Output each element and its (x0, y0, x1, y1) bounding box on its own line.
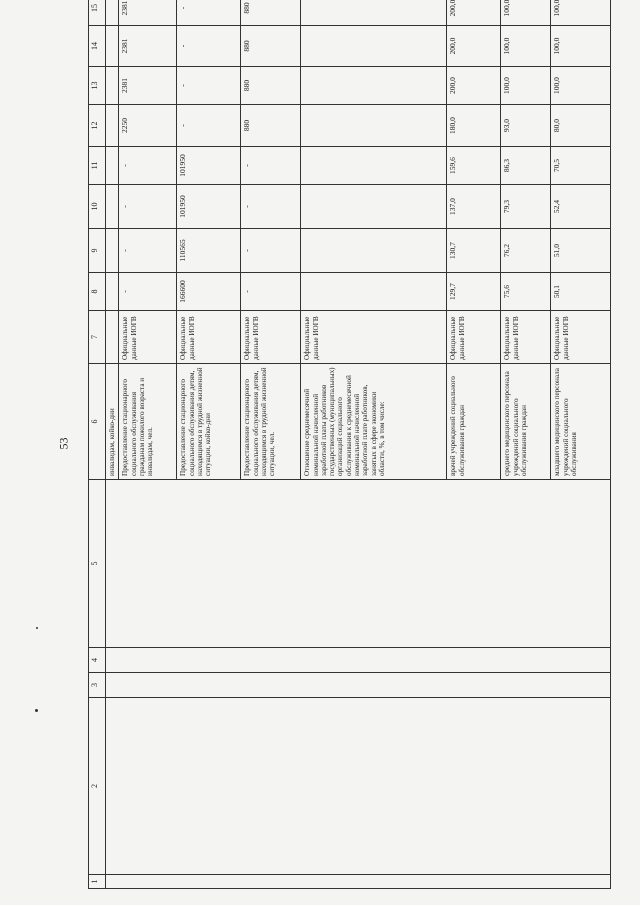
source-cell: Официальные данные ИОГВ (119, 311, 177, 364)
value-cell (106, 185, 119, 229)
table-row (106, 0, 119, 889)
value-cell: 70,5 (551, 147, 611, 185)
value-cell: 100,0 (551, 26, 611, 67)
value-cell: 110565 (177, 229, 241, 273)
value-cell (301, 147, 447, 185)
col-header: 9 (89, 229, 106, 273)
rotated-table-frame (88, 0, 608, 889)
value-cell: 79,3 (501, 185, 551, 229)
value-cell: - (119, 229, 177, 273)
value-cell: 100,0 (551, 0, 611, 26)
indicators-table (88, 0, 611, 889)
value-cell: 880 (241, 105, 301, 147)
value-cell: - (177, 67, 241, 105)
empty-cell (106, 648, 611, 673)
col-header: 10 (89, 185, 106, 229)
value-cell (106, 147, 119, 185)
source-cell: Официальные данные ИОГВ (301, 311, 447, 364)
value-cell: - (241, 147, 301, 185)
header-row (89, 0, 106, 889)
source-cell: Официальные данные ИОГВ (551, 311, 611, 364)
value-cell (301, 273, 447, 311)
col-header: 2 (89, 698, 106, 875)
value-cell (301, 0, 447, 26)
value-cell: 200,0 (447, 26, 501, 67)
value-cell (301, 105, 447, 147)
col-header: 1 (89, 875, 106, 889)
value-cell (106, 67, 119, 105)
col-header: 6 (89, 364, 106, 480)
empty-cell (106, 480, 611, 648)
value-cell (301, 67, 447, 105)
value-cell: 100,0 (501, 26, 551, 67)
value-cell: 101950 (177, 185, 241, 229)
source-cell: Официальные данные ИОГВ (501, 311, 551, 364)
value-cell: 2250 (119, 105, 177, 147)
scan-speck (35, 709, 38, 712)
empty-cell (106, 673, 611, 698)
value-cell: 100,0 (501, 67, 551, 105)
source-cell (106, 311, 119, 364)
indicator-name: Предоставление стационарного социального обслуживания гражданам пожилого возраста и инвалидам, чел. (119, 364, 177, 480)
indicator-name: врачей учреждений социального обслуживания граждан (447, 364, 501, 480)
col-header: 15 (89, 0, 106, 26)
col-header: 8 (89, 273, 106, 311)
value-cell: - (177, 105, 241, 147)
col-header: 11 (89, 147, 106, 185)
value-cell: - (241, 229, 301, 273)
indicator-name: Предоставление стационарного социального обслуживания детям, находящимся в трудной жизненной ситуации, чел. (241, 364, 301, 480)
value-cell: 2381 (119, 0, 177, 26)
value-cell: 166600 (177, 273, 241, 311)
value-cell: 2381 (119, 26, 177, 67)
value-cell: 130,7 (447, 229, 501, 273)
value-cell: - (177, 0, 241, 26)
col-header: 14 (89, 26, 106, 67)
value-cell: 50,1 (551, 273, 611, 311)
value-cell: 93,0 (501, 105, 551, 147)
value-cell: 100,0 (501, 0, 551, 26)
col-header: 3 (89, 673, 106, 698)
value-cell: 880 (241, 67, 301, 105)
value-cell: 137,0 (447, 185, 501, 229)
value-cell: 2381 (119, 67, 177, 105)
indicator-name: среднего медицинского персонала учреждений социального обслуживания граждан (501, 364, 551, 480)
value-cell (301, 185, 447, 229)
value-cell (106, 105, 119, 147)
value-cell: - (119, 273, 177, 311)
value-cell: 159,6 (447, 147, 501, 185)
value-cell: - (177, 26, 241, 67)
col-header: 7 (89, 311, 106, 364)
value-cell: 52,4 (551, 185, 611, 229)
indicator-name: Отношение среднемесячной номинальной начисленной заработной платы работников государственных (муниципальных) организаций социального обслуживания к среднемесячной номинальной начисленной заработной плате работников, занятых в сфере экономики области, %, в том числе: (301, 364, 447, 480)
col-header: 4 (89, 648, 106, 673)
value-cell: 80,0 (551, 105, 611, 147)
indicator-name: младшего медицинского персонала учреждений социального обслуживания (551, 364, 611, 480)
value-cell (106, 26, 119, 67)
value-cell: 100,0 (551, 67, 611, 105)
empty-cell (106, 698, 611, 875)
value-cell: 51,0 (551, 229, 611, 273)
indicator-name: Предоставление стационарного социального обслуживания детям, находящимся в трудной жизненной ситуации, койко-дни (177, 364, 241, 480)
col-header: 13 (89, 67, 106, 105)
scan-speck (36, 627, 38, 629)
page-number: 53 (56, 437, 71, 450)
source-cell: Официальные данные ИОГВ (241, 311, 301, 364)
value-cell: - (119, 147, 177, 185)
empty-cell (106, 875, 611, 889)
value-cell: 180,0 (447, 105, 501, 147)
value-cell: 75,6 (501, 273, 551, 311)
col-header: 5 (89, 480, 106, 648)
source-cell: Официальные данные ИОГВ (177, 311, 241, 364)
value-cell (301, 229, 447, 273)
value-cell: 880 (241, 26, 301, 67)
value-cell: 200,0 (447, 0, 501, 26)
value-cell: - (241, 273, 301, 311)
value-cell: - (241, 185, 301, 229)
value-cell: 200,0 (447, 67, 501, 105)
col-header: 12 (89, 105, 106, 147)
value-cell (106, 273, 119, 311)
value-cell: 86,3 (501, 147, 551, 185)
value-cell (106, 0, 119, 26)
source-cell: Официальные данные ИОГВ (447, 311, 501, 364)
indicator-name: инвалидам, койко-дни (106, 364, 119, 480)
value-cell: 101950 (177, 147, 241, 185)
value-cell: 129,7 (447, 273, 501, 311)
value-cell (301, 26, 447, 67)
value-cell: 76,2 (501, 229, 551, 273)
value-cell (106, 229, 119, 273)
value-cell: 880 (241, 0, 301, 26)
value-cell: - (119, 185, 177, 229)
